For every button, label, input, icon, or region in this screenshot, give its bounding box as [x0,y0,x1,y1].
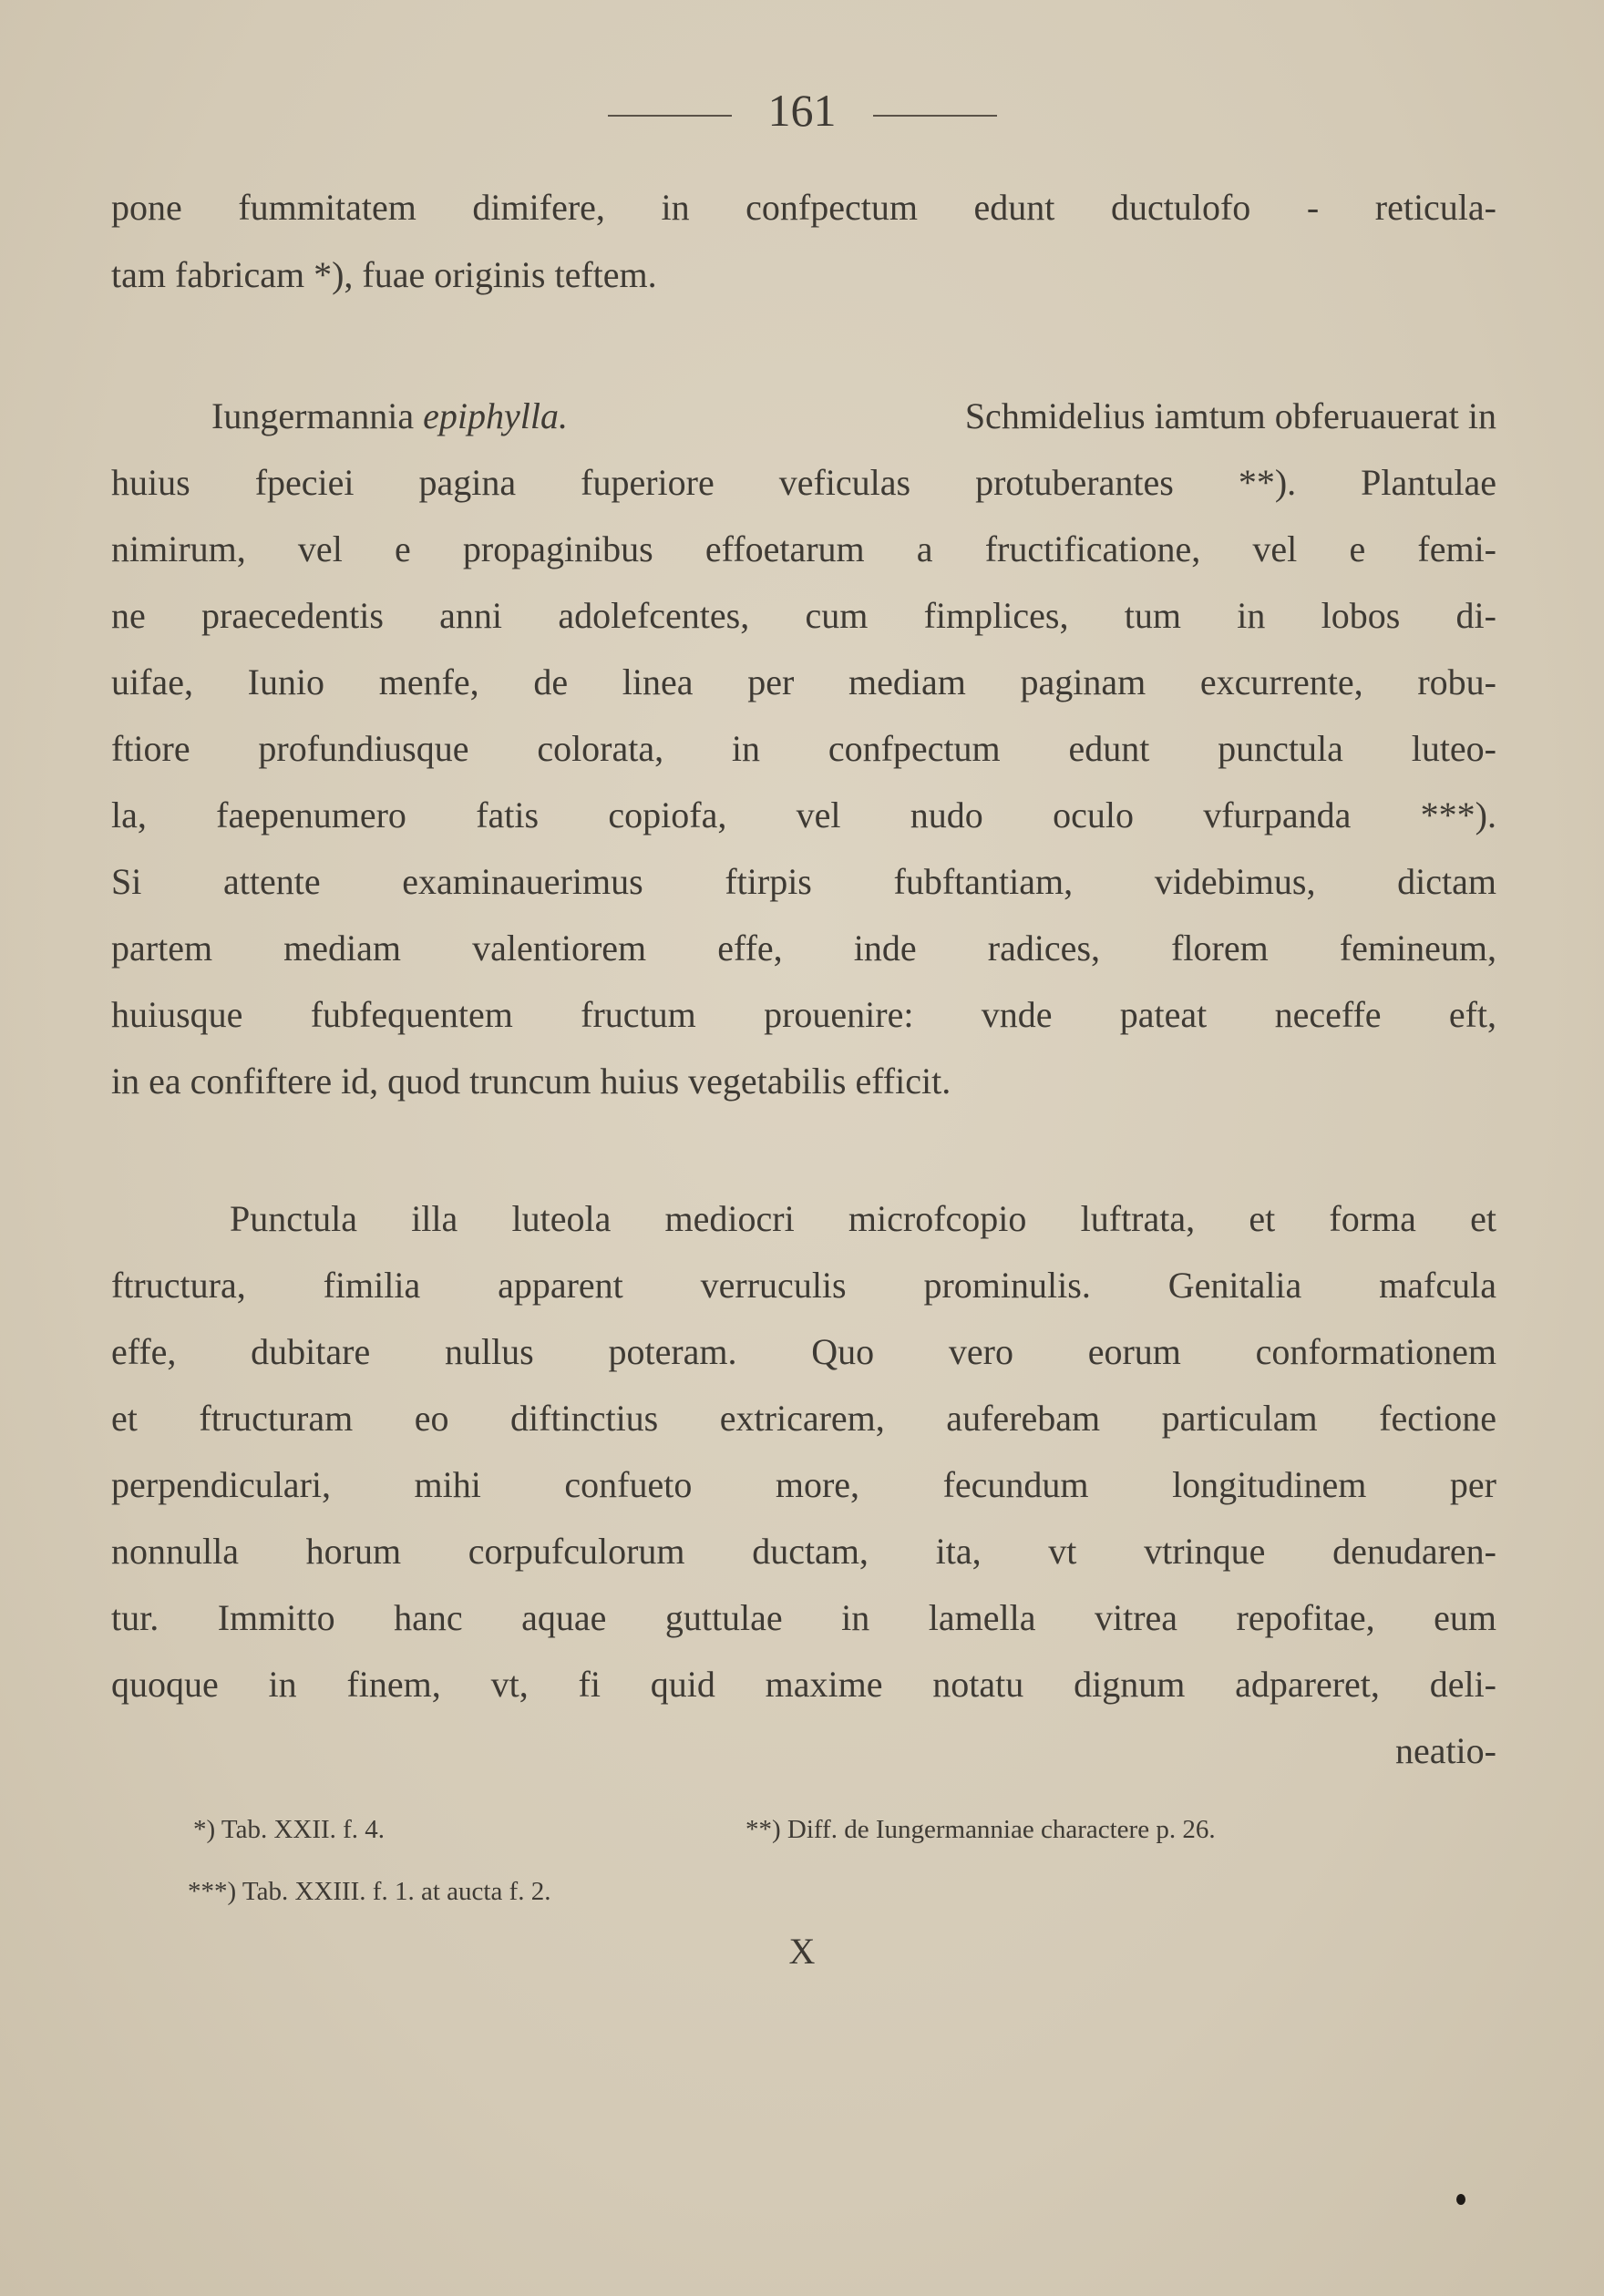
text-line: huius fpeciei pagina fuperiore veficulas protuberantes **). Plantulae [111,462,1496,503]
text-line: in ea confiftere id, quod truncum huius vegetabilis efficit. [111,1061,951,1102]
signature-mark: X [788,1931,816,1972]
page-number: 161 [767,85,837,136]
page-header [0,84,1604,137]
text-line: uifae, Iunio menfe, de linea per mediam paginam excurrente, robu- [111,661,1496,702]
text-line: nonnulla horum corpufculorum ductam, ita, vt vtrinque denudaren- [111,1531,1496,1572]
text-line: pone fummitatem dimifere, in confpectum edunt ductulofo - reticula- [111,187,1496,228]
text-line: tur. Immitto hanc aquae guttulae in lamella vitrea repofitae, eum [111,1597,1496,1638]
text-line: et ftructuram eo diftinctius extricarem, auferebam particulam fectione [111,1398,1496,1439]
genus-name: Iungermannia [211,395,415,436]
text-line: partem mediam valentiorem effe, inde radices, florem femineum, [111,928,1496,969]
text-line: Si attente examinauerimus ftirpis fubftantiam, videbimus, dictam [111,861,1496,902]
text-line: effe, dubitare nullus poteram. Quo vero eorum conformationem [111,1331,1496,1372]
text-line: la, faepenumero fatis copiofa, vel nudo oculo vfurpanda ***). [111,794,1496,835]
header-rule-left [608,115,732,117]
text-line: tam fabricam *), fuae originis teftem. [111,254,657,295]
footnote-2: **) Diff. de Iungermanniae charactere p. 26. [745,1815,1216,1844]
footnote-3: ***) Tab. XXIII. f. 1. at aucta f. 2. [188,1877,551,1906]
species-name: epiphylla. [423,395,568,436]
text-line: ne praecedentis anni adolefcentes, cum fimplices, tum in lobos di- [111,595,1496,636]
text-line: quoque in finem, vt, fi quid maxime notatu dignum adpareret, deli- [111,1664,1496,1705]
paragraph2-first-line [111,394,1496,439]
header-rule-right [873,115,997,117]
paper-speck [1456,2194,1465,2205]
text-fragment: Schmidelius iamtum obferuauerat in [964,395,1496,436]
text-line: Punctula illa luteola mediocri microfcopio luftrata, et forma et [230,1198,1496,1239]
footnote-1: *) Tab. XXII. f. 4. [193,1815,386,1844]
catchword: neatio- [1394,1730,1496,1771]
text-line: nimirum, vel e propaginibus effoetarum a fructificatione, vel e femi- [111,528,1496,569]
text-line: huiusque fubfequentem fructum prouenire: vnde pateat neceffe eft, [111,994,1496,1035]
text-line: perpendiculari, mihi confueto more, fecundum longitudinem per [111,1464,1496,1505]
text-line: ftiore profundiusque colorata, in confpectum edunt punctula luteo- [111,728,1496,769]
text-line: ftructura, fimilia apparent verruculis prominulis. Genitalia mafcula [111,1265,1496,1306]
